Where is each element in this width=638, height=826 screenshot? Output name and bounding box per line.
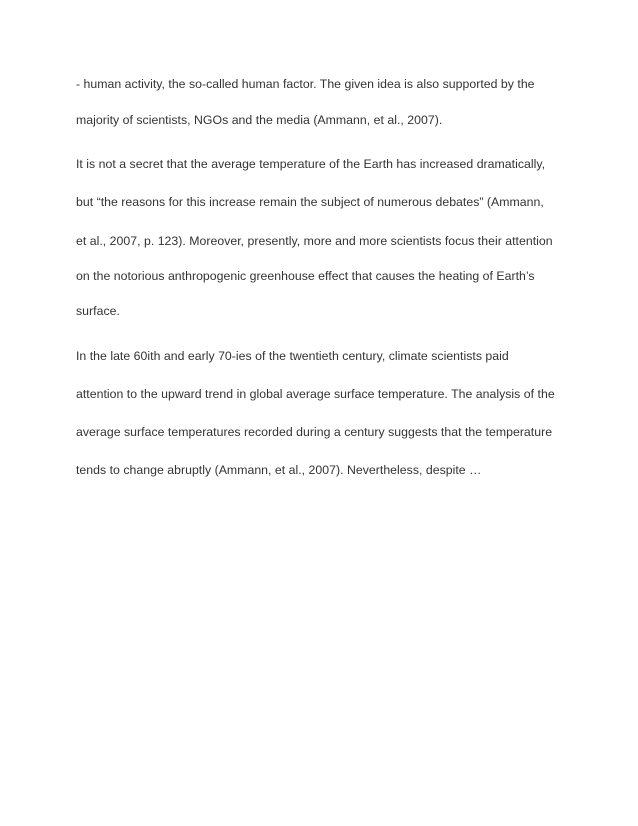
paragraph-3-line-3: average surface temperatures recorded during a century suggests that the temperature	[76, 425, 553, 439]
paragraph-2-line-1: It is not a secret that the average temperature of the Earth has increased dramatically,	[76, 157, 546, 171]
paragraph-2-line-5: surface.	[76, 304, 120, 318]
paragraph-1-line-2: majority of scientists, NGOs and the media (Ammann, et al., 2007).	[76, 113, 443, 127]
paragraph-2-line-3: et al., 2007, p. 123). Moreover, presently, more and more scientists focus their attention	[76, 234, 553, 248]
paragraph-2-line-4: on the notorious anthropogenic greenhouse effect that causes the heating of Earth’s	[76, 269, 535, 283]
paragraph-3-line-1: In the late 60ith and early 70-ies of the twentieth century, climate scientists paid	[76, 349, 509, 363]
paragraph-3-line-2: attention to the upward trend in global average surface temperature. The analysis of the	[76, 387, 555, 401]
paragraph-3-line-4: tends to change abruptly (Ammann, et al., 2007). Nevertheless, despite …	[76, 463, 482, 477]
paragraph-1-line-1: - human activity, the so-called human factor. The given idea is also supported by the	[76, 77, 535, 91]
paragraph-2-line-2: but “the reasons for this increase remain the subject of numerous debates” (Ammann,	[76, 195, 544, 209]
